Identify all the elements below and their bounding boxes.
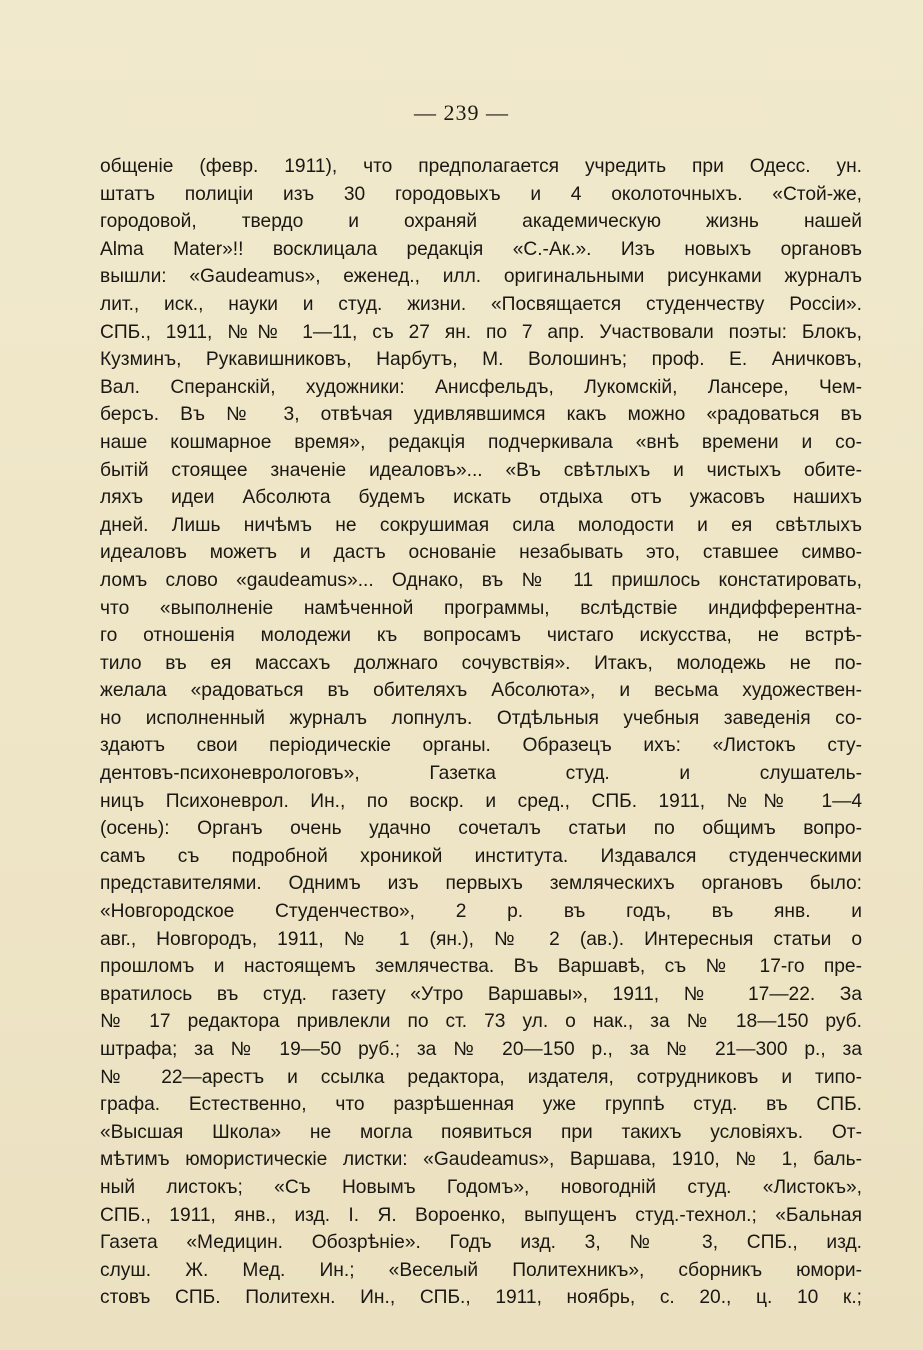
text-line: вышли: «Gaudeamus», еженед., илл. оригинальными рисунками журналъ: [100, 266, 862, 288]
text-line: ляхъ идеи Абсолюта будемъ искать отдыха отъ ужасовъ нашихъ: [100, 487, 862, 509]
text-line: дней. Лишь ничѣмъ не сокрушимая сила молодости и ея свѣтлыхъ: [100, 514, 862, 536]
text-line: слуш. Ж. Мед. Ин.; «Веселый Политехникъ», сборникъ юмори-: [100, 1259, 862, 1281]
body-text: [100, 153, 862, 1312]
text-line: «Новгородское Студенчество», 2 р. въ годъ, въ янв. и: [100, 901, 862, 923]
text-line: ломъ слово «gaudeamus»... Однако, въ № 11 пришлось констатировать,: [100, 569, 862, 591]
text-line: но исполненный журналъ лопнулъ. Отдѣльныя учебныя заведенiя со-: [100, 707, 862, 729]
text-line: здаютъ свои перiодическiе органы. Образецъ ихъ: «Листокъ сту-: [100, 735, 862, 757]
text-line: Кузминъ, Рукавишниковъ, Нарбутъ, М. Волошинъ; проф. Е. Аничковъ,: [100, 349, 862, 371]
text-line: ный листокъ; «Съ Новымъ Годомъ», новогоднiй студ. «Листокъ»,: [100, 1176, 862, 1198]
text-line: городовой, твердо и охраняй академическую жизнь нашей: [100, 211, 862, 233]
text-line: СПБ., 1911, янв., изд. I. Я. Вороенко, выпущенъ студ.-технол.; «Бальная: [100, 1204, 862, 1226]
text-line: штатъ полицiи изъ 30 городовыхъ и 4 околоточныхъ. «Стой-же,: [100, 183, 862, 205]
text-line: СПБ., 1911, №№ 1—11, съ 27 ян. по 7 апр. Участвовали поэты: Блокъ,: [100, 321, 862, 343]
text-line: Газета «Медицин. Обозрѣнiе». Годъ изд. 3, № 3, СПБ., изд.: [100, 1232, 862, 1254]
text-line: тило въ ея массахъ должнаго сочувствiя». Итакъ, молодежь не по-: [100, 652, 862, 674]
text-line: желала «радоваться въ обителяхъ Абсолюта», и весьма художествен-: [100, 680, 862, 702]
text-line: наше кошмарное время», редакцiя подчеркивала «внѣ времени и со-: [100, 431, 862, 453]
text-line: берсъ. Въ № 3, отвѣчая удивлявшимся какъ можно «радоваться въ: [100, 404, 862, 426]
text-line: № 17 редактора привлекли по ст. 73 ул. о нак., за № 18—150 руб.: [100, 1011, 862, 1033]
text-line: Alma Mater»!! восклицала редакцiя «С.-Ак.». Изъ новыхъ органовъ: [100, 238, 862, 260]
text-line: идеаловъ можетъ и дастъ основанiе незабывать это, ставшее симво-: [100, 542, 862, 564]
text-line: № 22—арестъ и ссылка редактора, издателя, сотрудниковъ и типо-: [100, 1066, 862, 1088]
text-line: Вал. Сперанскiй, художники: Анисфельдъ, Лукомскiй, Лансере, Чем-: [100, 376, 862, 398]
text-line: общенiе (февр. 1911), что предполагается учредить при Одесс. ун.: [100, 156, 862, 177]
page-number: — 239 —: [414, 100, 509, 125]
text-line: прошломъ и настоящемъ землячества. Въ Варшавѣ, съ № 17-го пре-: [100, 956, 862, 978]
text-line: штрафа; за № 19—50 руб.; за № 20—150 р., за № 21—300 р., за: [100, 1039, 862, 1060]
text-line: вратилось въ студ. газету «Утро Варшавы», 1911, № 17—22. За: [100, 983, 862, 1005]
text-line: дентовъ-психоневрологовъ», Газетка студ. и слушатель-: [100, 763, 862, 785]
text-line: что «выполненiе намѣченной программы, вслѣдствiе индифферентна-: [100, 597, 862, 619]
text-line: (осень): Органъ очень удачно сочеталъ статьи по общимъ вопро-: [100, 818, 862, 840]
text-line: го отношенiя молодежи къ вопросамъ чистаго искусства, не встрѣ-: [100, 625, 862, 647]
text-line: авг., Новгородъ, 1911, № 1 (ян.), № 2 (ав.). Интересныя статьи о: [100, 928, 862, 950]
text-line: графа. Естественно, что разрѣшенная уже группѣ студ. въ СПБ.: [100, 1094, 862, 1116]
text-line: «Высшая Школа» не могла появиться при такихъ условiяхъ. От-: [100, 1121, 862, 1143]
text-line: лит., иск., науки и студ. жизни. «Посвящается студенчеству Россiи».: [100, 293, 862, 315]
text-line: ницъ Психоневрол. Ин., по воскр. и сред., СПБ. 1911, №№ 1—4: [100, 790, 862, 812]
text-line: мѣтимъ юмористическiе листки: «Gaudeamus», Варшава, 1910, № 1, баль-: [100, 1149, 862, 1171]
text-line: самъ съ подробной хроникой института. Издавался студенческими: [100, 845, 862, 867]
text-line: бытiй стоящее значенiе идеаловъ»... «Въ свѣтлыхъ и чистыхъ обите-: [100, 459, 862, 481]
text-line: стовъ СПБ. Политехн. Ин., СПБ., 1911, ноябрь, с. 20., ц. 10 к.;: [100, 1287, 862, 1309]
text-line: представителями. Однимъ изъ первыхъ земляческихъ органовъ было:: [100, 873, 862, 895]
